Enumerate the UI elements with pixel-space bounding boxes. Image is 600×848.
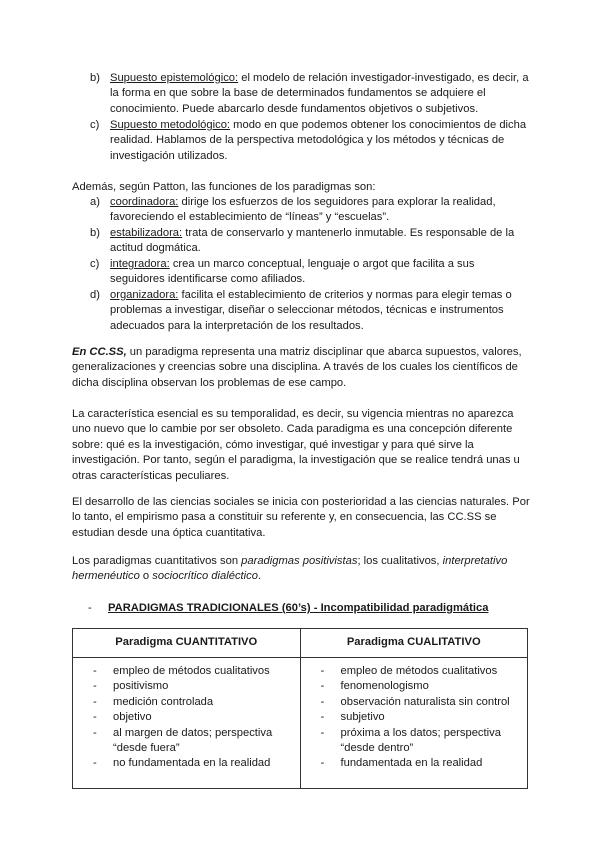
text-run: sociocrítico dialéctico	[152, 570, 258, 583]
patton-intro: Además, según Patton, las funciones de los paradigmas son:	[72, 181, 376, 193]
term: coordinadora:	[110, 196, 179, 208]
section-heading: PARADIGMAS TRADICIONALES (60’s) - Incompatibilidad paradigmática	[108, 602, 489, 614]
desarrollo-paragraph: El desarrollo de las ciencias sociales se inicia con posterioridad a las ciencias naturales. Por lo tanto, el empirismo pasa a constituir su referente y, en consecuencia, las CC.SS se estudian desde una óptica cuantitativa.	[72, 496, 530, 539]
cuantitativo-cell	[73, 658, 301, 789]
ccss-text: un paradigma representa una matriz disciplinar que abarca supuestos, valores, generalizaciones y creencias sobre una disciplina. A través de los cuales los científicos de dicha disciplina observan los problemas de ese campo.	[72, 346, 522, 389]
definition: crea un marco conceptual, lenguaje o argot que facilita a sus seguidores identificarse como afiliados.	[110, 258, 475, 286]
paradigmas-paragraph	[72, 554, 530, 585]
definition: modo en que podemos obtener los conocimientos de dicha realidad. Hablamos de la perspectiva metodológica y los métodos y técnicas de investigación utilizados.	[110, 119, 527, 162]
list-item: - positivismo	[73, 679, 300, 694]
list-marker: b)	[90, 72, 100, 84]
text-run: interpretativo hermenéutico	[72, 555, 508, 583]
definition: trata de conservarlo y mantenerlo inmutable. Es responsable de la actitud dogmática.	[110, 227, 515, 255]
temporalidad-paragraph: La característica esencial es su temporalidad, es decir, su vigencia mientras no aparezca uno nuevo que lo cambie por ser obsoleto. Cada paradigma es una concepción diferente sobre: qué es la investigación, cómo investigar, qué investigar y para qué sirve la investigación. Por tanto, según el paradigma, la investigación que se realice tendrá unas u otras características peculiares.	[72, 408, 520, 482]
list-item: - observación naturalista sin control	[301, 695, 528, 710]
term: organizadora:	[110, 289, 179, 301]
cualitativo-cell	[300, 658, 528, 789]
list-marker: a)	[90, 196, 100, 208]
text-run: o	[139, 570, 153, 583]
column-header: Paradigma CUANTITATIVO	[73, 629, 301, 658]
text-run: ; los cualitativos,	[357, 555, 443, 567]
definition: el modelo de relación investigador-investigado, es decir, a la forma en que sobre la base de determinados fundamentos se adquiere el conocimiento. Puede abarcarlo desde fundamentos objetivos o subjetivos.	[110, 72, 529, 115]
term: Supuesto metodológico:	[110, 119, 231, 131]
list-item: - fundamentada en la realidad	[301, 756, 528, 771]
list-item: - objetivo	[73, 710, 300, 725]
text-run: .	[257, 570, 262, 583]
list-item: - empleo de métodos cualitativos	[301, 664, 528, 679]
definition: facilita el establecimiento de criterios y normas para elegir temas o problemas a investigar, diseñar o seleccionar métodos, técnicas e instrumentos adecuados para la interpretación de los resultados.	[110, 289, 512, 332]
comparison-table	[72, 628, 528, 789]
list-marker: c)	[90, 119, 100, 131]
ccss-lead: En CC.SS,	[72, 346, 127, 358]
cuantitativo-list	[73, 664, 300, 772]
term: estabilizadora:	[110, 227, 183, 239]
text-run: paradigmas positivistas	[241, 555, 358, 567]
list-item: - empleo de métodos cualitativos	[73, 664, 300, 679]
column-header: Paradigma CUALITATIVO	[300, 629, 528, 658]
list-marker: c)	[90, 258, 100, 270]
definition: dirige los esfuerzos de los seguidores para explorar la realidad, favoreciendo el establecimiento de “líneas” y “escuelas”.	[110, 196, 496, 224]
list-marker: b)	[90, 227, 100, 239]
list-item: - subjetivo	[301, 710, 528, 725]
list-item: - al margen de datos; perspectiva “desde fuera”	[73, 726, 300, 757]
list-item: - medición controlada	[73, 695, 300, 710]
list-item: - próxima a los datos; perspectiva “desde dentro”	[301, 726, 528, 757]
list-marker: d)	[90, 289, 100, 301]
list-item: - no fundamentada en la realidad	[73, 756, 300, 771]
section-dash: -	[88, 602, 92, 614]
ccss-paragraph	[72, 345, 530, 391]
term: integradora:	[110, 258, 170, 270]
text-run: Los paradigmas cuantitativos son	[72, 555, 242, 567]
term: Supuesto epistemológico:	[110, 72, 239, 84]
list-item: - fenomenologismo	[301, 679, 528, 694]
cualitativo-list	[301, 664, 528, 772]
